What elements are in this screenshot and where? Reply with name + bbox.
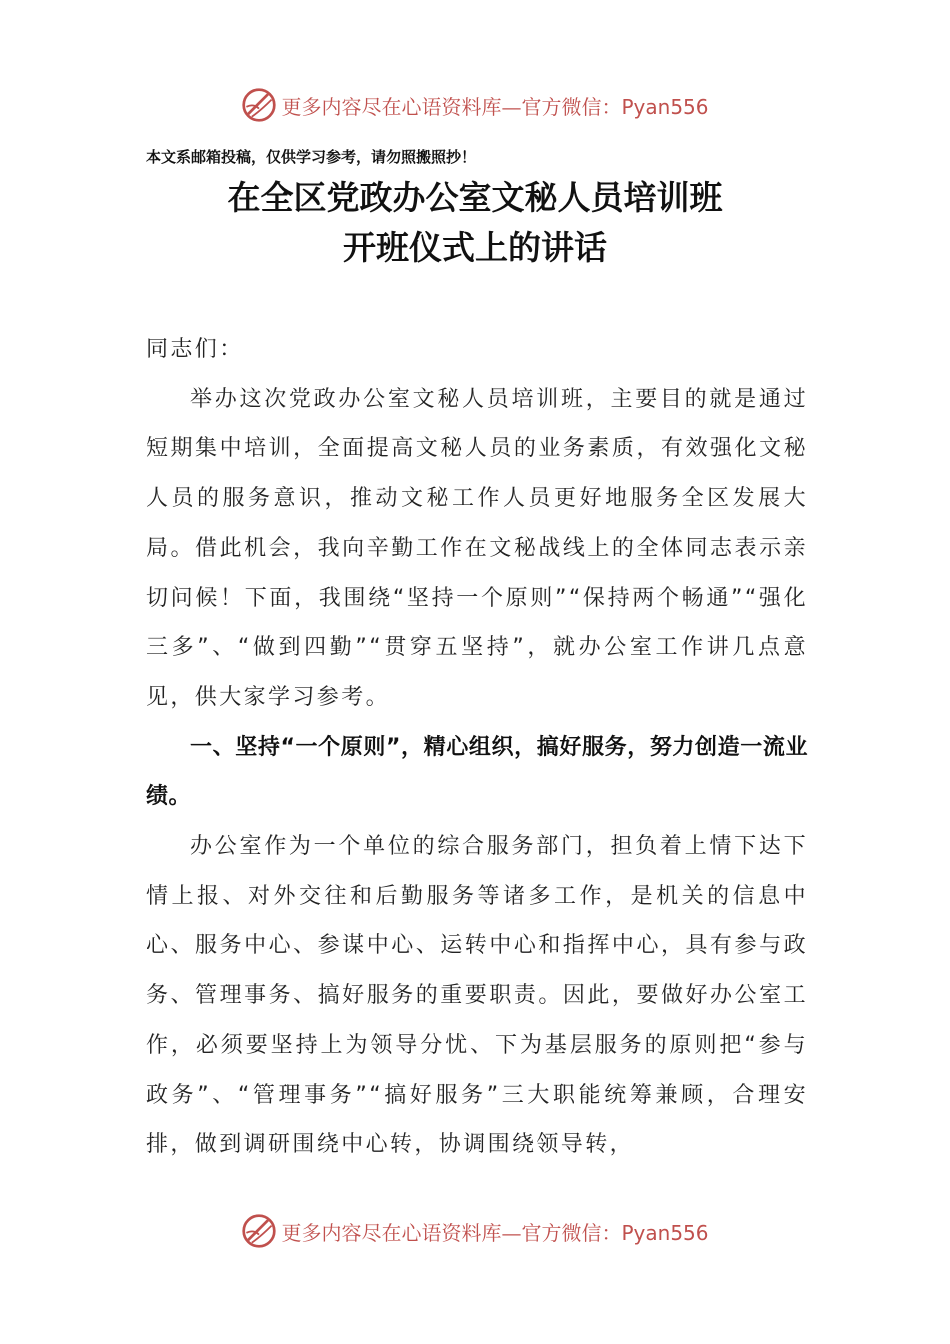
document-title-line-2: 开班仪式上的讲话 [343, 228, 607, 267]
wechat-id: Pyan556 [621, 1220, 709, 1245]
section-heading: 一、坚持“一个原则”，精心组织，搞好服务，努力创造一流业绩。 [146, 734, 808, 810]
document-title-line-1: 在全区党政办公室文秘人员培训班 [227, 178, 723, 217]
pen-logo-icon [241, 87, 277, 123]
watermark-text: 更多内容尽在心语资料库—官方微信：Pyan556 [281, 94, 709, 119]
disclaimer-text: 本文系邮箱投稿，仅供学习参考，请勿照搬照抄！ [146, 148, 477, 166]
salutation: 同志们： [146, 337, 244, 362]
watermark-banner-bottom [0, 1209, 950, 1253]
document-body [146, 325, 808, 1170]
watermark-text: 更多内容尽在心语资料库—官方微信：Pyan556 [281, 1220, 709, 1245]
watermark-banner-top [0, 83, 950, 127]
body-paragraph: 举办这次党政办公室文秘人员培训班，主要目的就是通过短期集中培训，全面提高文秘人员的业务素质，有效强化文秘人员的服务意识，推动文秘工作人员更好地服务全区发展大局。借此机会，我向辛勤工作在文秘战线上的全体同志表示亲切问候！下面，我围绕“坚持一个原则”“保持两个畅通”“强化三多”、“做到四勤”“贯穿五坚持”，就办公室工作讲几点意见，供大家学习参考。 [146, 386, 808, 710]
wechat-id: Pyan556 [621, 94, 709, 119]
pen-logo-icon [241, 1213, 277, 1249]
body-paragraph: 办公室作为一个单位的综合服务部门，担负着上情下达下情上报、对外交往和后勤服务等诸多工作，是机关的信息中心、服务中心、参谋中心、运转中心和指挥中心，具有参与政务、管理事务、搞好服务的重要职责。因此，要做好办公室工作，必须要坚持上为领导分忧、下为基层服务的原则把“参与政务”、“管理事务”“搞好服务”三大职能统筹兼顾，合理安排，做到调研围绕中心转，协调围绕领导转， [146, 834, 808, 1158]
